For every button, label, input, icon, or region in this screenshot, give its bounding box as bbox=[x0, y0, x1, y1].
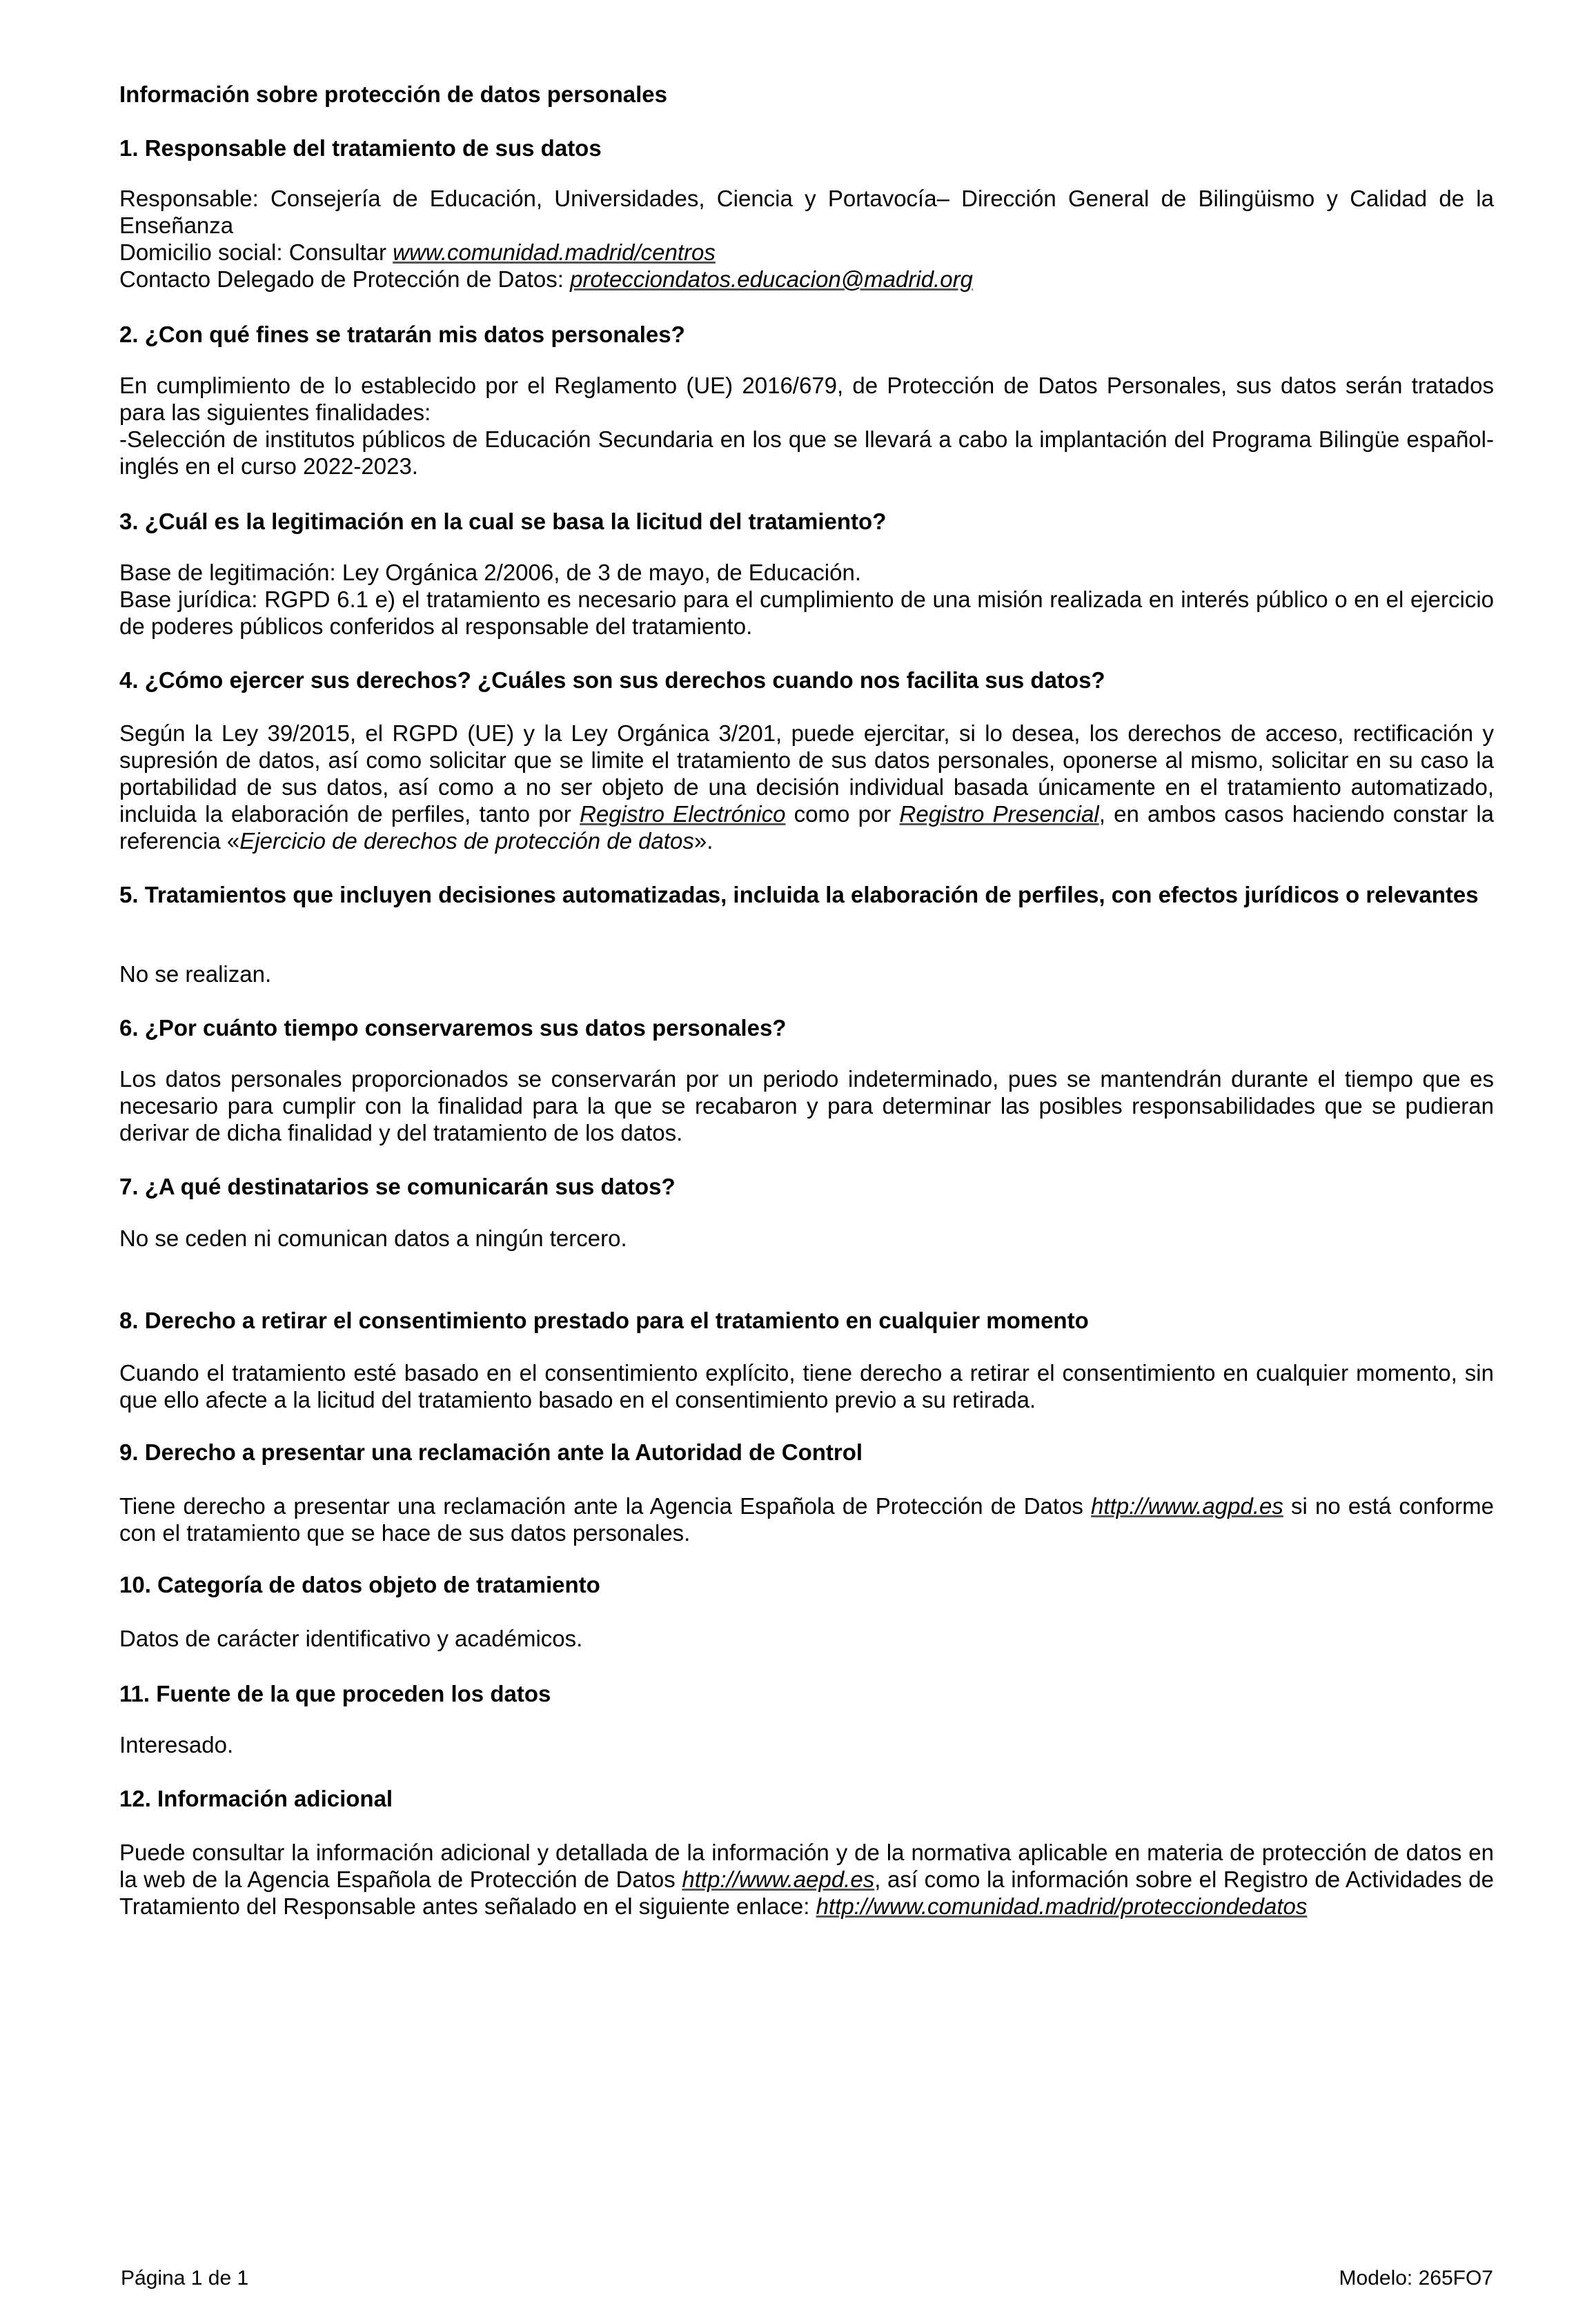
section-6-body bbox=[119, 1065, 1494, 1146]
section-5-heading: 5. Tratamientos que incluyen decisiones automatizadas, incluida la elaboración de perfiles, con efectos jurídicos o relevantes bbox=[119, 882, 1479, 907]
rights-text: ». bbox=[693, 828, 713, 854]
section-1-heading: 1. Responsable del tratamiento de sus datos bbox=[119, 135, 602, 161]
section-2-heading: 2. ¿Con qué fines se tratarán mis datos personales? bbox=[119, 322, 685, 347]
complaint-text: si no está conforme con el tratamiento que se hace de sus datos personales. bbox=[119, 1493, 1494, 1546]
section-11-paragraph: Interesado. bbox=[119, 1732, 234, 1757]
section-3-body bbox=[119, 559, 1494, 640]
rights-text: como por bbox=[785, 801, 900, 827]
section-10-heading: 10. Categoría de datos objeto de tratamiento bbox=[119, 1572, 600, 1597]
domicilio-label: Domicilio social: Consultar bbox=[119, 239, 393, 265]
section-7-body bbox=[119, 1225, 1494, 1252]
section-9-body bbox=[119, 1493, 1494, 1546]
model-code: Modelo: 265FO7 bbox=[1339, 2267, 1493, 2289]
section-12-heading: 12. Información adicional bbox=[119, 1786, 393, 1811]
agpd-link[interactable]: http://www.agpd.es bbox=[1091, 1493, 1283, 1519]
proteccion-datos-link[interactable]: http://www.comunidad.madrid/protecciondedatos bbox=[816, 1893, 1308, 1919]
section-6-heading: 6. ¿Por cuánto tiempo conservaremos sus datos personales? bbox=[119, 1015, 787, 1041]
section-5-paragraph: No se realizan. bbox=[119, 961, 272, 987]
section-11-body bbox=[119, 1731, 1494, 1758]
rights-text: Según la Ley 39/2015, el RGPD (UE) y la Ley Orgánica 3/201, puede ejercitar, si lo desea, los derechos de acceso, rectificación y supresión de datos, así como solicitar que se limite el tratamiento de sus datos personales, oponerse al mismo, solicitar en su caso la portabilidad de sus datos, así como a no ser objeto de una decisión individual basada únicamente en el tratamiento automatizado, incluida la elaboración de perfiles, tanto por bbox=[119, 720, 1494, 827]
section-3-paragraph: Base de legitimación: Ley Orgánica 2/2006, de 3 de mayo, de Educación. bbox=[119, 560, 862, 585]
section-3-paragraph: Base jurídica: RGPD 6.1 e) el tratamiento es necesario para el cumplimiento de una misión realizada en interés público o en el ejercicio de poderes públicos conferidos al responsable del tratamiento. bbox=[119, 587, 1494, 639]
document-title: Información sobre protección de datos personales bbox=[119, 81, 668, 107]
additional-info-text: Puede consultar la información adicional y detallada de la información y de la normativa aplicable en materia de protección de datos en la web de la Agencia Española de Protección de Datos bbox=[119, 1840, 1494, 1892]
section-9-heading: 9. Derecho a presentar una reclamación ante la Autoridad de Control bbox=[119, 1439, 863, 1465]
section-8-heading: 8. Derecho a retirar el consentimiento prestado para el tratamiento en cualquier momento bbox=[119, 1308, 1089, 1333]
page-number: Página 1 de 1 bbox=[121, 2267, 249, 2289]
centros-link[interactable]: www.comunidad.madrid/centros bbox=[393, 239, 716, 265]
responsable-text: Responsable: Consejería de Educación, Universidades, Ciencia y Portavocía– Dirección General de Bilingüismo y Calidad de la Enseñanza bbox=[119, 186, 1494, 238]
dpd-email-link[interactable]: protecciondatos.educacion@madrid.org bbox=[570, 266, 973, 292]
section-4-heading: 4. ¿Cómo ejercer sus derechos? ¿Cuáles son sus derechos cuando nos facilita sus datos? bbox=[119, 667, 1105, 693]
registro-presencial-link[interactable]: Registro Presencial bbox=[899, 801, 1099, 827]
section-11-heading: 11. Fuente de la que proceden los datos bbox=[119, 1681, 551, 1706]
section-2-paragraph: En cumplimiento de lo establecido por el Reglamento (UE) 2016/679, de Protección de Datos Personales, sus datos serán tratados para las siguientes finalidades: bbox=[119, 373, 1494, 425]
section-1-body bbox=[119, 185, 1494, 293]
aepd-link[interactable]: http://www.aepd.es bbox=[682, 1867, 875, 1892]
complaint-text: Tiene derecho a presentar una reclamación ante la Agencia Española de Protección de Datos bbox=[119, 1493, 1092, 1519]
section-7-heading: 7. ¿A qué destinatarios se comunicarán sus datos? bbox=[119, 1174, 676, 1199]
section-2-body bbox=[119, 372, 1494, 480]
section-10-paragraph: Datos de carácter identificativo y académicos. bbox=[119, 1626, 583, 1651]
section-8-paragraph: Cuando el tratamiento esté basado en el consentimiento explícito, tiene derecho a retirar el consentimiento en cualquier momento, sin que ello afecte a la licitud del tratamiento basado en el consentimiento previo a su retirada. bbox=[119, 1360, 1494, 1412]
registro-electronico-link[interactable]: Registro Electrónico bbox=[580, 801, 786, 827]
dpd-label: Contacto Delegado de Protección de Datos: bbox=[119, 266, 571, 292]
section-12-body bbox=[119, 1839, 1494, 1920]
reference-text: Ejercicio de derechos de protección de datos bbox=[239, 828, 694, 854]
section-3-heading: 3. ¿Cuál es la legitimación en la cual se basa la licitud del tratamiento? bbox=[119, 509, 887, 534]
section-2-paragraph: -Selección de institutos públicos de Educación Secundaria en los que se llevará a cabo la implantación del Programa Bilingüe español-inglés en el curso 2022-2023. bbox=[119, 426, 1494, 479]
rights-text: , en ambos casos haciendo constar la referencia « bbox=[119, 801, 1495, 854]
section-8-body bbox=[119, 1359, 1494, 1413]
section-10-body bbox=[119, 1625, 1494, 1652]
additional-info-text: , así como la información sobre el Registro de Actividades de Tratamiento del Responsable antes señalado en el siguiente enlace: bbox=[119, 1867, 1494, 1919]
section-7-paragraph: No se ceden ni comunican datos a ningún tercero. bbox=[119, 1225, 627, 1251]
section-5-body bbox=[119, 961, 1494, 987]
section-6-paragraph: Los datos personales proporcionados se conservarán por un periodo indeterminado, pues se mantendrán durante el tiempo que es necesario para cumplir con la finalidad para la que se recabaron y para determinar las posibles responsabilidades que se pudieran derivar de dicha finalidad y del tratamiento de los datos. bbox=[119, 1066, 1494, 1145]
section-4-body bbox=[119, 720, 1494, 854]
